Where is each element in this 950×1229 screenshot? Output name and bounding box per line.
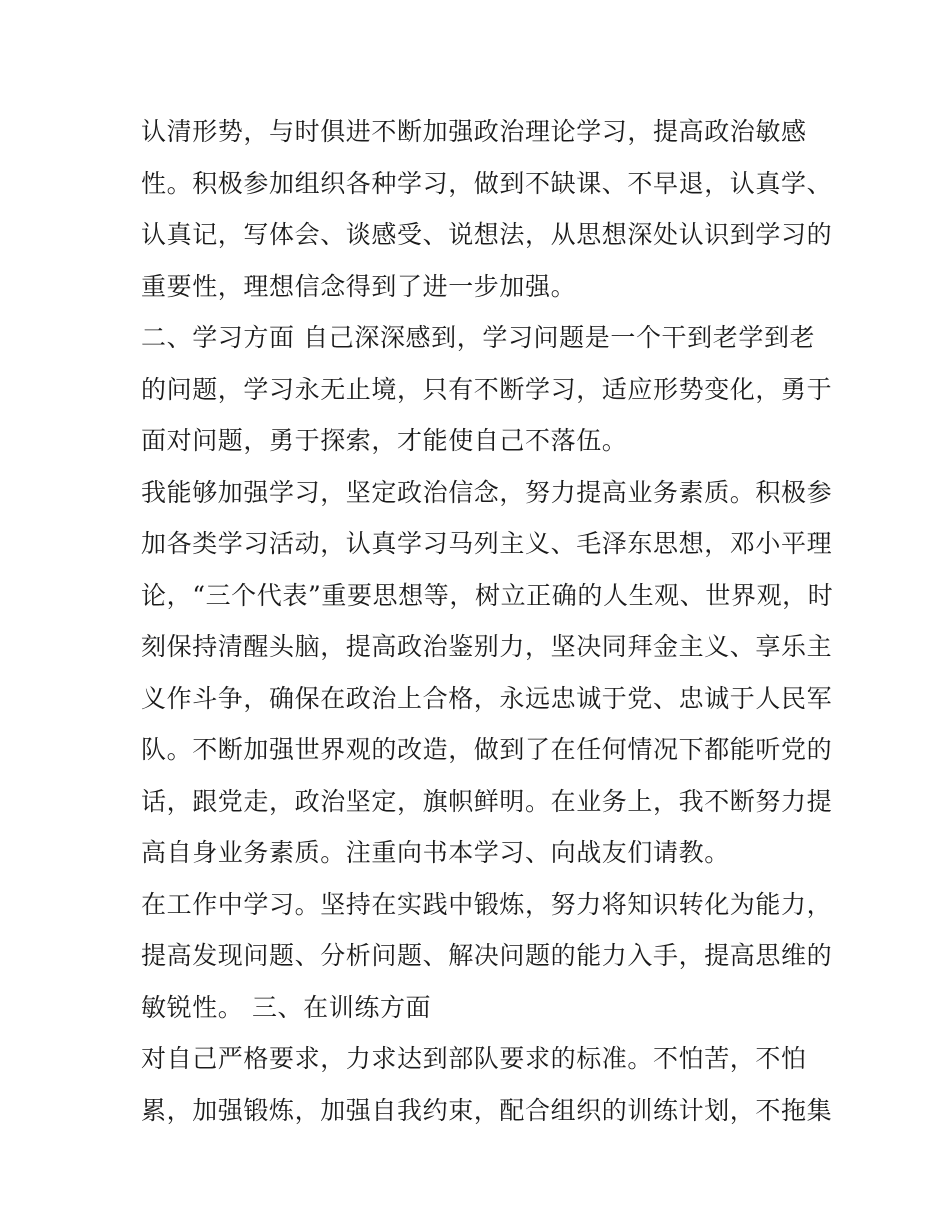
text-line: 义作斗争，确保在政治上合格，永远忠诚于党、忠诚于人民军 — [141, 683, 833, 713]
document-body — [141, 106, 834, 1136]
text-line: 论，“三个代表”重要思想等，树立正确的人生观、世界观，时 — [141, 580, 834, 610]
text-line: 提高发现问题、分析问题、解决问题的能力入手，提高思维的 — [141, 941, 833, 970]
text-line: 累，加强锻炼，加强自我约束，配合组织的训练计划，不拖集 — [141, 1095, 833, 1125]
section-heading-line: 敏锐性。 三、在训练方面 — [141, 992, 432, 1022]
text-line: 对自己严格要求，力求达到部队要求的标准。不怕苦，不怕 — [141, 1044, 807, 1073]
text-line: 话，跟党走，政治坚定，旗帜鲜明。在业务上，我不断努力提 — [141, 786, 833, 816]
text-line: 在工作中学习。坚持在实践中锻炼，努力将知识转化为能力， — [141, 889, 833, 919]
text-line: 认清形势，与时俱进不断加强政治理论学习，提高政治敏感 — [141, 117, 807, 146]
text-line: 刻保持清醒头脑，提高政治鉴别力，坚决同拜金主义、享乐主 — [141, 632, 833, 661]
section-heading-line: 二、学习方面 自己深深感到，学习问题是一个干到老学到老 — [141, 323, 816, 352]
text-line: 高自身业务素质。注重向书本学习、向战友们请教。 — [141, 838, 730, 867]
text-line: 性。积极参加组织各种学习，做到不缺课、不早退，认真学、 — [141, 168, 833, 198]
text-line: 我能够加强学习，坚定政治信念，努力提高业务素质。积极参 — [141, 477, 833, 507]
text-line: 队。不断加强世界观的改造，做到了在任何情况下都能听党的 — [141, 735, 833, 764]
text-line: 的问题，学习永无止境，只有不断学习，适应形势变化，勇于 — [141, 374, 833, 404]
text-line: 重要性，理想信念得到了进一步加强。 — [141, 271, 577, 301]
text-line: 面对问题，勇于探索，才能使自己不落伍。 — [141, 426, 628, 455]
text-line: 加各类学习活动，认真学习马列主义、毛泽东思想，邓小平理 — [141, 529, 833, 558]
text-line: 认真记，写体会、谈感受、说想法，从思想深处认识到学习的 — [141, 220, 833, 249]
